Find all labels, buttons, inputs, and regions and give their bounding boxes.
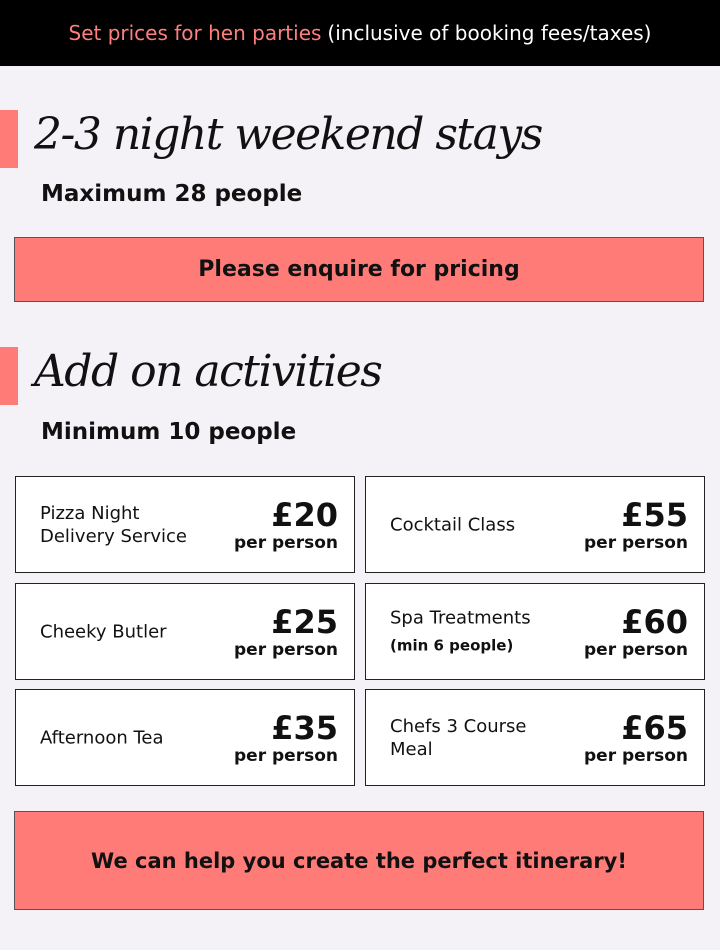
activity-name bbox=[40, 620, 240, 643]
activity-name bbox=[390, 715, 590, 761]
activity-price bbox=[234, 604, 338, 660]
price-amount: £25 bbox=[271, 602, 338, 641]
price-amount: £35 bbox=[271, 708, 338, 747]
price-amount: £60 bbox=[621, 602, 688, 641]
activity-name-line: Delivery Service bbox=[40, 525, 187, 547]
itinerary-cta-button[interactable]: We can help you create the perfect itinerary! bbox=[14, 811, 704, 910]
price-unit: per person bbox=[234, 639, 338, 660]
activity-name-line: Chefs 3 Course bbox=[390, 715, 527, 737]
price-unit: per person bbox=[584, 639, 688, 660]
activity-name bbox=[40, 726, 240, 749]
activities-heading: Add on activities bbox=[34, 346, 382, 397]
activity-card-cheeky-butler[interactable] bbox=[15, 583, 355, 680]
price-amount: £65 bbox=[621, 708, 688, 747]
banner-accent-text: Set prices for hen parties bbox=[68, 21, 322, 45]
price-unit: per person bbox=[584, 745, 688, 766]
weekend-accent-bar bbox=[0, 110, 18, 168]
activity-name-line: Cocktail Class bbox=[390, 514, 516, 535]
activity-name-line: Cheeky Butler bbox=[40, 621, 167, 642]
activity-price bbox=[584, 710, 688, 766]
top-banner bbox=[0, 0, 720, 66]
price-amount: £55 bbox=[621, 495, 688, 534]
activity-name-line: Meal bbox=[390, 738, 433, 760]
activity-price bbox=[234, 710, 338, 766]
activity-price bbox=[584, 604, 688, 660]
activity-name bbox=[390, 606, 590, 657]
price-unit: per person bbox=[234, 745, 338, 766]
activity-card-chefs-meal[interactable] bbox=[365, 689, 705, 786]
activities-accent-bar bbox=[0, 347, 18, 405]
activity-card-afternoon-tea[interactable] bbox=[15, 689, 355, 786]
activity-name-line: Afternoon Tea bbox=[40, 727, 164, 748]
price-unit: per person bbox=[234, 532, 338, 553]
activities-capacity: Minimum 10 people bbox=[41, 419, 297, 445]
activity-card-spa-treatments[interactable] bbox=[365, 583, 705, 680]
activity-card-cocktail-class[interactable] bbox=[365, 476, 705, 573]
price-amount: £20 bbox=[271, 495, 338, 534]
price-unit: per person bbox=[584, 532, 688, 553]
weekend-capacity: Maximum 28 people bbox=[41, 181, 303, 207]
activity-name bbox=[390, 513, 590, 536]
activity-name-line: Pizza Night bbox=[40, 502, 140, 524]
enquire-pricing-button[interactable]: Please enquire for pricing bbox=[14, 237, 704, 302]
activity-card-pizza-night[interactable] bbox=[15, 476, 355, 573]
activity-price bbox=[234, 497, 338, 553]
banner-rest-text: (inclusive of booking fees/taxes) bbox=[327, 21, 652, 45]
activity-name-line: Spa Treatments bbox=[390, 607, 531, 628]
weekend-heading: 2-3 night weekend stays bbox=[34, 109, 542, 160]
activity-price bbox=[584, 497, 688, 553]
activity-name bbox=[40, 502, 240, 548]
activity-note: (min 6 people) bbox=[390, 636, 514, 654]
